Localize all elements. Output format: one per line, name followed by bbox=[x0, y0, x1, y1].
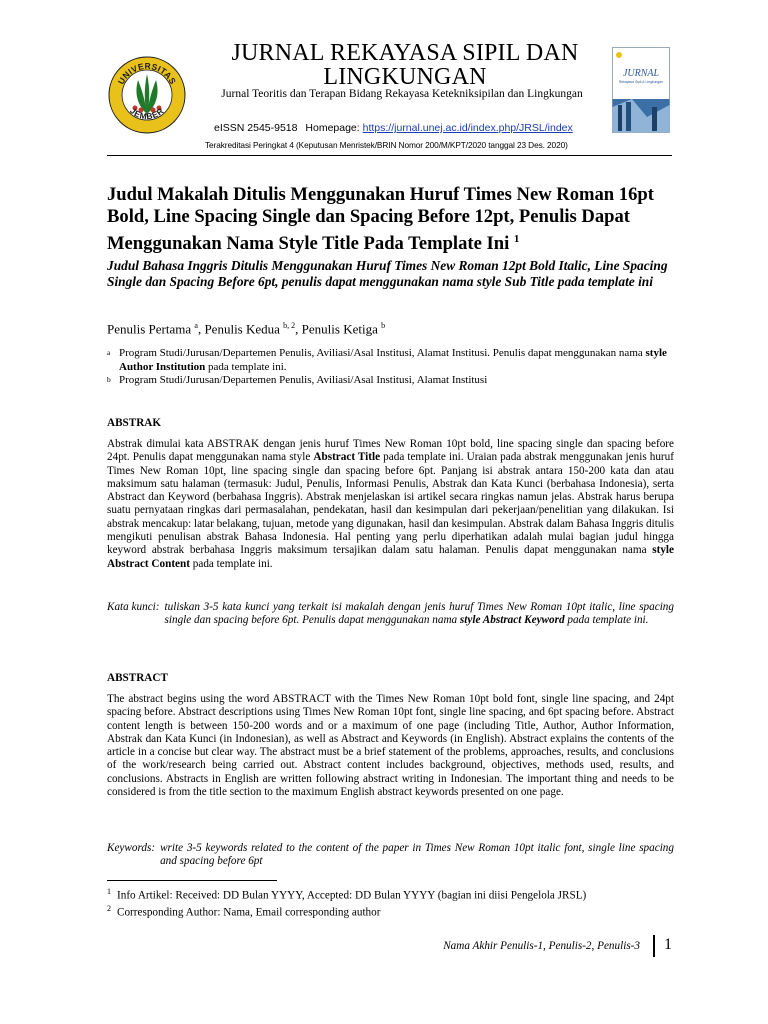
svg-text:JURNAL: JURNAL bbox=[622, 68, 660, 79]
paper-subtitle: Judul Bahasa Inggris Ditulis Menggunakan Huruf Times New Roman 12pt Bold Italic, Line Spacing Single dan Spacing Before 6pt, penulis dapat menggunakan nama style Sub Title pada template ini bbox=[107, 258, 668, 290]
university-logo bbox=[108, 56, 186, 134]
keywords: Keywords: write 3-5 keywords related to the content of the paper in Times New Roman 10pt italic font, single line spacing and spacing before 6pt bbox=[107, 842, 674, 868]
abstract-heading: ABSTRACT bbox=[107, 672, 168, 684]
header-rule bbox=[107, 155, 672, 156]
kata-kunci-label: Kata kunci: bbox=[107, 601, 160, 613]
homepage-link[interactable]: https://jurnal.unej.ac.id/index.php/JRSL/index bbox=[362, 122, 573, 134]
homepage-label: Homepage: bbox=[305, 122, 360, 134]
eissn: eISSN 2545-9518 bbox=[214, 122, 298, 134]
affiliation-a: a Program Studi/Jurusan/Departemen Penulis, Aviliasi/Asal Institusi, Alamat Institusi. Penulis dapat menggunakan nama style Author Institution pada template ini. bbox=[107, 347, 667, 373]
author-line: Penulis Pertama $^a$, Penulis Kedua $^{b, 2}$, Penulis Ketiga $^b$ bbox=[107, 321, 386, 337]
author-1: Penulis Pertama bbox=[107, 321, 192, 337]
footnote-rule bbox=[107, 880, 277, 881]
author-3: Penulis Ketiga bbox=[301, 321, 378, 337]
affiliation-b: b Program Studi/Jurusan/Departemen Penulis, Aviliasi/Asal Institusi, Alamat Institusi bbox=[107, 374, 488, 386]
journal-title: JURNAL REKAYASA SIPIL DAN LINGKUNGAN bbox=[231, 40, 579, 90]
journal-cover-image bbox=[612, 47, 670, 133]
footer-separator bbox=[653, 935, 655, 957]
abstrak-heading: ABSTRAK bbox=[107, 417, 162, 429]
svg-text:Rekayasa Sipil & Lingkungan: Rekayasa Sipil & Lingkungan bbox=[618, 80, 664, 84]
title-footnote-marker: 1 bbox=[513, 233, 520, 245]
svg-text:JEMBER: JEMBER bbox=[128, 105, 166, 122]
svg-text:UNIVERSITAS: UNIVERSITAS bbox=[115, 60, 179, 87]
paper-title bbox=[107, 184, 677, 255]
running-footer-authors: Nama Akhir Penulis-1, Penulis-2, Penulis-3 bbox=[443, 940, 640, 952]
eissn-homepage-line bbox=[214, 122, 614, 134]
journal-subtitle: Jurnal Teoritis dan Terapan Bidang Rekayasa Ketekniksipilan dan Lingkungan bbox=[221, 88, 583, 100]
abstract-body: The abstract begins using the word ABSTRACT with the Times New Roman 10pt bold font, single line spacing, and 24pt spacing before. Abstract descriptions using Times New Roman 10pt font, single line spacing, and 6pt spacing before. Abstract content length is between 150-200 words and or a maximum of one page (including Title, Author, Author Information, Abstrak dan Kata Kunci (in Indonesian), as well as Abstract and Keywords (in English). Abstract explains the contents of the article in a concise but clear way. The abstract must be a brief statement of the problems, approaches, results, and conclusions of the work/research being carried out. Abstract content includes background, objectives, methods used, results, and conclusions. Abstracts in English are written following abstract writing in Indonesian. The important thing and needs to be considered is from the title section to the maximum English abstract keywords presented on one page. bbox=[107, 693, 674, 799]
kata-kunci: Kata kunci: tuliskan 3-5 kata kunci yang terkait isi makalah dengan jenis huruf Times New Roman 10pt italic, line spacing single dan spacing before 6pt. Penulis dapat menggunakan nama style Abstract Keyword pada template ini. bbox=[107, 601, 674, 627]
footnote-2: $^2$ Corresponding Author: Nama, Email corresponding author bbox=[107, 904, 381, 919]
footnote-1: $^1$ Info Artikel: Received: DD Bulan YYYY, Accepted: DD Bulan YYYY (bagian ini diisi Pengelola JRSL) bbox=[107, 887, 587, 902]
abstrak-body: Abstrak dimulai kata ABSTRAK dengan jenis huruf Times New Roman 10pt bold, line spacing single dan spacing before 24pt. Penulis dapat menggunakan nama style Abstract Title pada template ini. Uraian pada abstrak menggunakan jenis huruf Times New Roman 10pt, line spacing single dan spacing before 6pt. Panjang isi abstrak antara 150-200 kata dan atau maksimum satu halaman (termasuk: Judul, Penulis, Informasi Penulis, Abstrak dan Kata Kunci (berbahasa Indonesia), serta Abstract dan Keyword (berbahasa Inggris). Abstrak menjelaskan isi artikel secara ringkas namun jelas. Abstrak harus berupa suatu pernyataan ringkas dari permasalahan, pendekatan, hasil dan kesimpulan dari pekerjaan/penelitian yang dilakukan. Isi abstrak mencakup: latar belakang, tujuan, metode yang digunakan, hasil dan kesimpulan. Abstrak dalam Bahasa Inggris ditulis mengikuti penulisan abstrak Bahasa Indonesia. Hal penting yang perlu diperhatikan adalah mulai bagian judul hingga keyword abstrak berbahasa Inggris maksimum tersajikan dalam satu halaman. Penulis dapat menggunakan nama style Abstract Content pada template ini. bbox=[107, 438, 674, 570]
page-number: 1 bbox=[664, 936, 672, 953]
accreditation-note: Terakreditasi Peringkat 4 (Keputusan Menristek/BRIN Nomor 200/M/KPT/2020 tanggal 23 Des. 2020) bbox=[205, 140, 568, 150]
keywords-label: Keywords: bbox=[107, 842, 156, 854]
paper-title-text: Judul Makalah Ditulis Menggunakan Huruf Times New Roman 16pt Bold, Line Spacing Single dan Spacing Before 12pt, Penulis Dapat Menggunakan Nama Style Title Pada Template Ini bbox=[107, 184, 654, 255]
author-2: Penulis Kedua bbox=[204, 321, 280, 337]
